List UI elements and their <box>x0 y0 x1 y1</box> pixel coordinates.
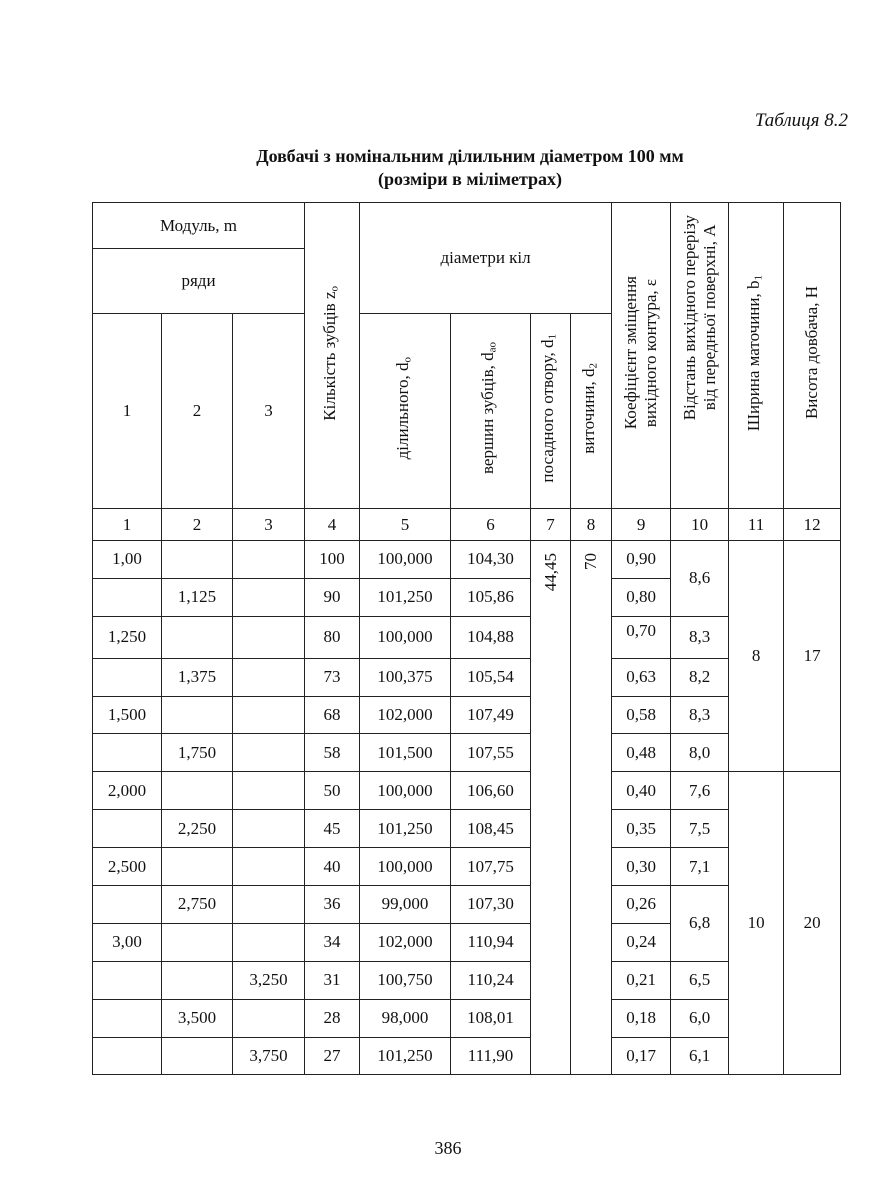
distance-a: 6,0 <box>671 999 729 1037</box>
shift-coefficient: 0,48 <box>612 734 671 772</box>
shift-coefficient: 0,21 <box>612 961 671 999</box>
module-row3: 3,250 <box>233 961 305 999</box>
table-label: Таблиця 8.2 <box>754 110 848 131</box>
teeth-count: 45 <box>305 810 360 848</box>
header-recess-diameter: виточини, $d_2$ <box>571 314 612 509</box>
bore-diameter: 44,45 <box>531 541 571 1075</box>
header-row-2: 2 <box>162 314 233 509</box>
teeth-count: 36 <box>305 886 360 924</box>
module-row1 <box>93 578 162 616</box>
module-row3 <box>233 772 305 810</box>
module-row2: 1,750 <box>162 734 233 772</box>
column-number: 4 <box>305 509 360 541</box>
teeth-count: 31 <box>305 961 360 999</box>
module-row1: 3,00 <box>93 923 162 961</box>
header-height: Висота довбача, H <box>784 203 841 509</box>
shift-coefficient: 0,35 <box>612 810 671 848</box>
module-row1: 2,500 <box>93 848 162 886</box>
distance-a: 6,5 <box>671 961 729 999</box>
pitch-diameter: 102,000 <box>360 696 451 734</box>
tip-diameter: 106,60 <box>451 772 531 810</box>
module-row2 <box>162 696 233 734</box>
tip-diameter: 107,75 <box>451 848 531 886</box>
header-modul: Модуль, m <box>93 203 305 249</box>
header-tip-diameter: вершин зубців, $d_{ao}$ <box>451 314 531 509</box>
table-row <box>93 886 841 924</box>
distance-a: 6,1 <box>671 1037 729 1075</box>
hub-width: 10 <box>729 772 784 1075</box>
table-row <box>93 810 841 848</box>
tip-diameter: 107,30 <box>451 886 531 924</box>
table-row <box>93 848 841 886</box>
table-row <box>93 616 841 658</box>
module-row2 <box>162 1037 233 1075</box>
shift-coefficient: 0,17 <box>612 1037 671 1075</box>
teeth-count: 28 <box>305 999 360 1037</box>
column-number: 3 <box>233 509 305 541</box>
module-row2: 2,750 <box>162 886 233 924</box>
module-row3 <box>233 616 305 658</box>
table-row <box>93 696 841 734</box>
teeth-count: 68 <box>305 696 360 734</box>
module-row1 <box>93 961 162 999</box>
module-row2 <box>162 772 233 810</box>
module-row1: 2,000 <box>93 772 162 810</box>
module-row2: 3,500 <box>162 999 233 1037</box>
module-row2 <box>162 616 233 658</box>
module-row1: 1,250 <box>93 616 162 658</box>
pitch-diameter: 101,250 <box>360 1037 451 1075</box>
tip-diameter: 108,45 <box>451 810 531 848</box>
column-number: 9 <box>612 509 671 541</box>
tip-diameter: 107,49 <box>451 696 531 734</box>
teeth-count: 100 <box>305 541 360 579</box>
module-row2 <box>162 923 233 961</box>
shift-coefficient: 0,30 <box>612 848 671 886</box>
module-row1 <box>93 810 162 848</box>
teeth-count: 90 <box>305 578 360 616</box>
title-line-2: (розміри в міліметрах) <box>377 169 563 189</box>
module-row1 <box>93 1037 162 1075</box>
distance-a: 8,3 <box>671 616 729 658</box>
header-shift-coefficient: Коефіцієнт зміщення вихідного контура, ε <box>612 203 671 509</box>
pitch-diameter: 100,750 <box>360 961 451 999</box>
tip-diameter: 108,01 <box>451 999 531 1037</box>
teeth-count: 80 <box>305 616 360 658</box>
module-row2: 1,375 <box>162 658 233 696</box>
tip-diameter: 104,88 <box>451 616 531 658</box>
module-row3 <box>233 886 305 924</box>
tip-diameter: 105,54 <box>451 658 531 696</box>
teeth-count: 73 <box>305 658 360 696</box>
shift-coefficient: 0,58 <box>612 696 671 734</box>
table-row <box>93 772 841 810</box>
pitch-diameter: 99,000 <box>360 886 451 924</box>
title-line-1: Довбачі з номінальним ділильним діаметром 100 мм <box>256 146 684 166</box>
header-bore-diameter: посадного отвору, $d_1$ <box>531 314 571 509</box>
column-number: 8 <box>571 509 612 541</box>
module-row1 <box>93 999 162 1037</box>
module-row2: 2,250 <box>162 810 233 848</box>
tip-diameter: 105,86 <box>451 578 531 616</box>
module-row3 <box>233 810 305 848</box>
column-number: 6 <box>451 509 531 541</box>
module-row2 <box>162 961 233 999</box>
module-row3 <box>233 696 305 734</box>
distance-a: 6,8 <box>671 886 729 962</box>
shaper-cutters-table <box>92 202 841 1075</box>
header-hub-width: Ширина маточини, $b_1$ <box>729 203 784 509</box>
pitch-diameter: 100,000 <box>360 848 451 886</box>
header-row-3: 3 <box>233 314 305 509</box>
shift-coefficient: 0,26 <box>612 886 671 924</box>
distance-a: 8,0 <box>671 734 729 772</box>
cutter-height: 20 <box>784 772 841 1075</box>
distance-a: 7,5 <box>671 810 729 848</box>
module-row2: 1,125 <box>162 578 233 616</box>
table-row <box>93 734 841 772</box>
teeth-count: 58 <box>305 734 360 772</box>
table-row <box>93 541 841 579</box>
header-diameters: діаметри кіл <box>360 203 612 314</box>
table-row <box>93 961 841 999</box>
pitch-diameter: 101,500 <box>360 734 451 772</box>
pitch-diameter: 102,000 <box>360 923 451 961</box>
shift-coefficient: 0,80 <box>612 578 671 616</box>
column-number: 12 <box>784 509 841 541</box>
pitch-diameter: 98,000 <box>360 999 451 1037</box>
header-teeth-count: Кількість зубців $z_o$ <box>305 203 360 509</box>
table-row <box>93 999 841 1037</box>
module-row1 <box>93 734 162 772</box>
module-row3 <box>233 658 305 696</box>
column-number: 2 <box>162 509 233 541</box>
table-title <box>200 145 740 191</box>
module-row3 <box>233 578 305 616</box>
pitch-diameter: 101,250 <box>360 810 451 848</box>
tip-diameter: 110,24 <box>451 961 531 999</box>
module-row1 <box>93 658 162 696</box>
module-row3 <box>233 923 305 961</box>
module-row2 <box>162 541 233 579</box>
teeth-count: 34 <box>305 923 360 961</box>
cutter-height: 17 <box>784 541 841 772</box>
shift-coefficient: 0,40 <box>612 772 671 810</box>
header-distance-a: Відстань вихідного перерізу від передньої поверхні, A <box>671 203 729 509</box>
column-numbers-row <box>93 509 841 541</box>
shift-coefficient: 0,24 <box>612 923 671 961</box>
header-ryady: ряди <box>93 249 305 314</box>
module-row1 <box>93 886 162 924</box>
header-row-1: 1 <box>93 314 162 509</box>
shift-coefficient: 0,90 <box>612 541 671 579</box>
column-number: 11 <box>729 509 784 541</box>
hub-width: 8 <box>729 541 784 772</box>
table-row <box>93 658 841 696</box>
distance-a: 8,6 <box>671 541 729 617</box>
column-number: 7 <box>531 509 571 541</box>
module-row3 <box>233 541 305 579</box>
distance-a: 8,2 <box>671 658 729 696</box>
tip-diameter: 107,55 <box>451 734 531 772</box>
module-row3 <box>233 848 305 886</box>
column-number: 5 <box>360 509 451 541</box>
pitch-diameter: 100,000 <box>360 772 451 810</box>
module-row2 <box>162 848 233 886</box>
shift-coefficient: 0,63 <box>612 658 671 696</box>
module-row3 <box>233 734 305 772</box>
module-row1: 1,00 <box>93 541 162 579</box>
tip-diameter: 104,30 <box>451 541 531 579</box>
page-number: 386 <box>434 1138 462 1158</box>
shift-coefficient: 0,18 <box>612 999 671 1037</box>
tip-diameter: 110,94 <box>451 923 531 961</box>
recess-diameter: 70 <box>571 541 612 1075</box>
pitch-diameter: 100,000 <box>360 541 451 579</box>
table-row <box>93 1037 841 1075</box>
column-number: 1 <box>93 509 162 541</box>
distance-a: 8,3 <box>671 696 729 734</box>
teeth-count: 40 <box>305 848 360 886</box>
distance-a: 7,1 <box>671 848 729 886</box>
pitch-diameter: 100,375 <box>360 658 451 696</box>
module-row3: 3,750 <box>233 1037 305 1075</box>
pitch-diameter: 101,250 <box>360 578 451 616</box>
teeth-count: 27 <box>305 1037 360 1075</box>
module-row3 <box>233 999 305 1037</box>
module-row1: 1,500 <box>93 696 162 734</box>
teeth-count: 50 <box>305 772 360 810</box>
column-number: 10 <box>671 509 729 541</box>
header-pitch-diameter: ділильного, $d_o$ <box>360 314 451 509</box>
distance-a: 7,6 <box>671 772 729 810</box>
shift-coefficient: 0,70 <box>612 616 671 658</box>
pitch-diameter: 100,000 <box>360 616 451 658</box>
tip-diameter: 111,90 <box>451 1037 531 1075</box>
